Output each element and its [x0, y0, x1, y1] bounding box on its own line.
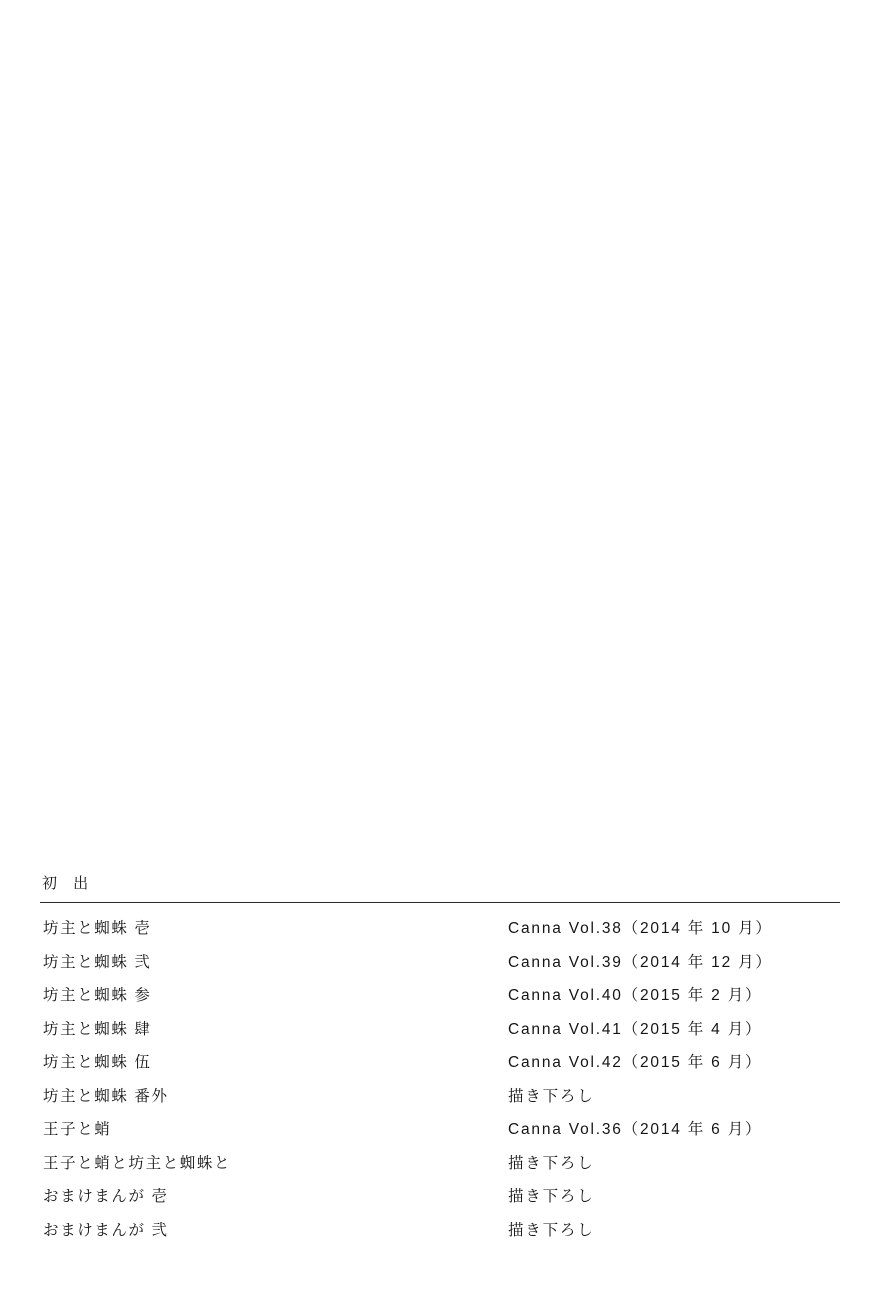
credit-source: Canna Vol.40（2015 年 2 月）: [508, 987, 763, 1004]
credit-title: 王子と蛸: [43, 1121, 112, 1138]
credit-source: 描き下ろし: [508, 1087, 595, 1105]
credit-title: 坊主と蜘蛛 肆: [43, 1020, 152, 1038]
credit-title: 坊主と蜘蛛 番外: [43, 1087, 169, 1105]
list-item: [40, 1184, 840, 1218]
credit-source: Canna Vol.39（2014 年 12 月）: [508, 953, 773, 971]
credit-source: 描き下ろし: [508, 1221, 595, 1239]
list-item: [40, 950, 840, 984]
list-item: [40, 1017, 840, 1051]
credit-title: 坊主と蜘蛛 伍: [43, 1054, 152, 1071]
first-publication-section: [40, 872, 840, 1251]
credit-title: おまけまんが 弐: [43, 1221, 169, 1239]
list-item: [40, 1218, 840, 1252]
list-item: [40, 1151, 840, 1185]
list-item: [40, 1050, 840, 1084]
credit-title: 坊主と蜘蛛 壱: [43, 920, 152, 937]
credit-title: 王子と蛸と坊主と蜘蛛と: [43, 1154, 232, 1172]
list-item: [40, 1117, 840, 1151]
credits-list: [40, 903, 840, 1251]
list-item: [40, 1084, 840, 1118]
section-heading: 初 出: [42, 875, 95, 892]
credit-source: 描き下ろし: [508, 1188, 595, 1205]
credit-source: Canna Vol.42（2015 年 6 月）: [508, 1054, 763, 1071]
credit-title: 坊主と蜘蛛 弐: [43, 953, 152, 971]
credit-source: Canna Vol.38（2014 年 10 月）: [508, 920, 773, 937]
credit-title: 坊主と蜘蛛 参: [43, 987, 152, 1004]
credit-source: 描き下ろし: [508, 1154, 595, 1172]
credit-source: Canna Vol.36（2014 年 6 月）: [508, 1121, 763, 1138]
credit-source: Canna Vol.41（2015 年 4 月）: [508, 1020, 763, 1038]
credit-title: おまけまんが 壱: [43, 1188, 169, 1205]
list-item: [40, 983, 840, 1017]
list-item: [40, 916, 840, 950]
